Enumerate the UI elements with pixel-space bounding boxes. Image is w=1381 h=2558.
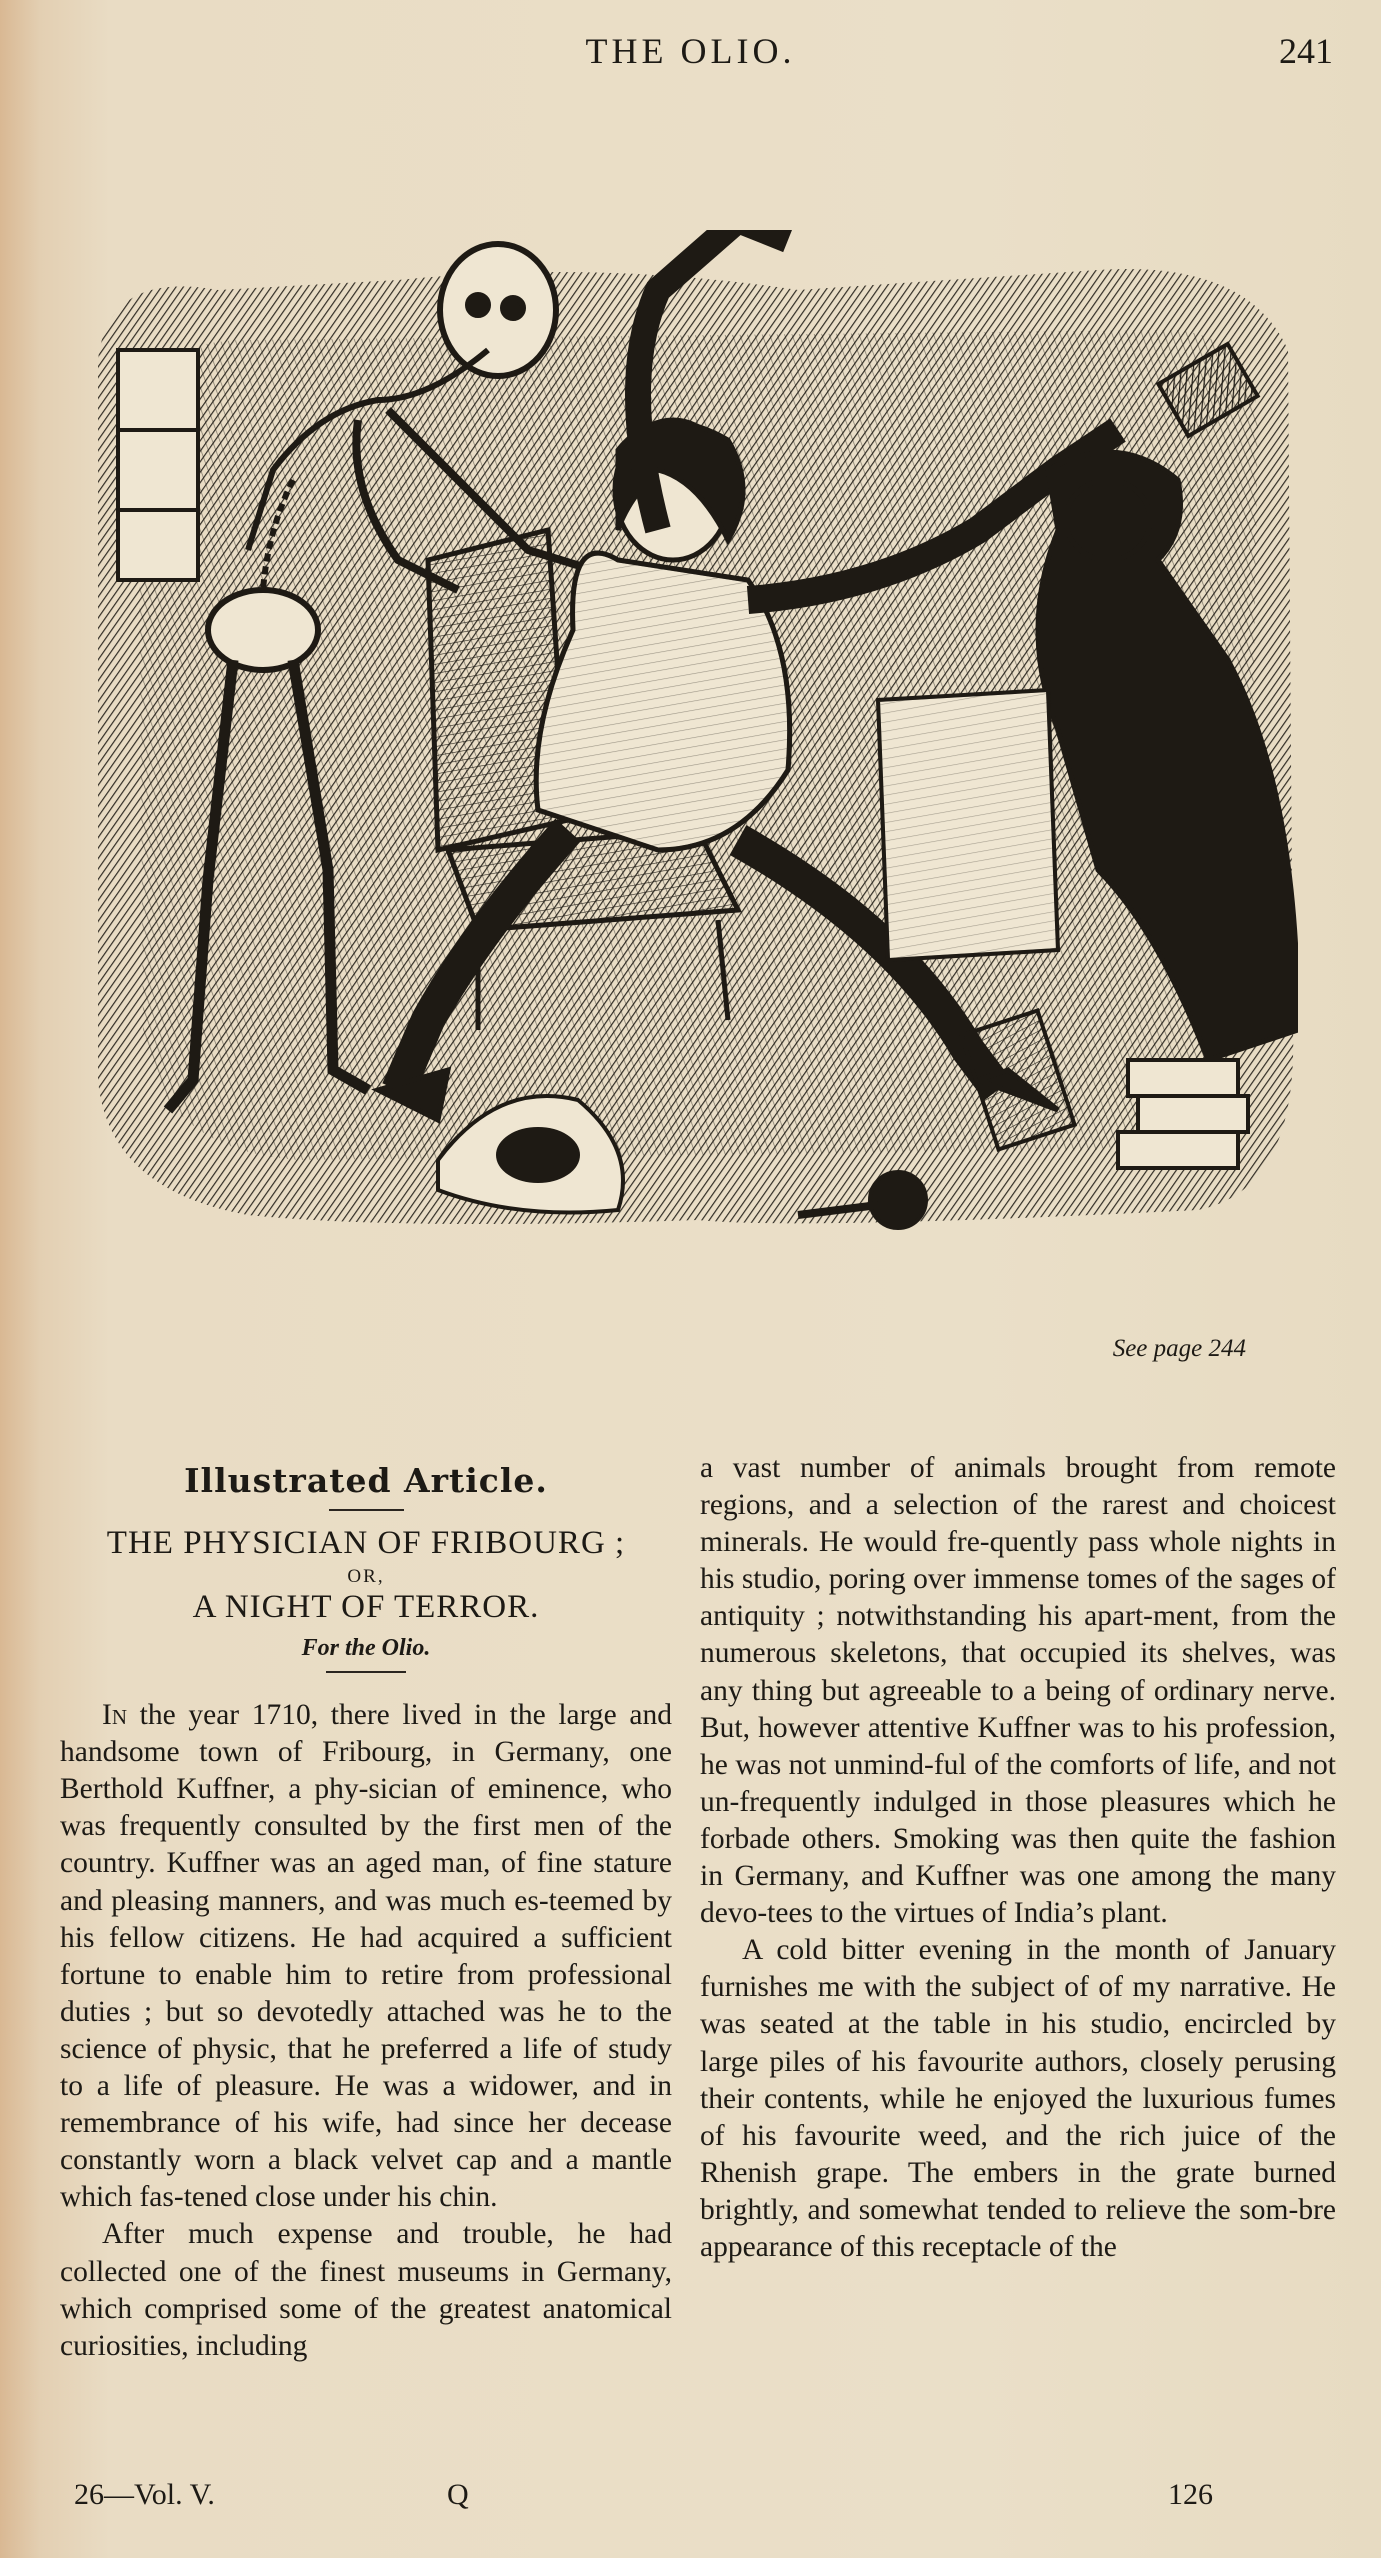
- paragraph-1: [60, 1697, 672, 2216]
- paragraph-2: After much expense and trouble, he had collected one of the finest museums in Germany, which comprised some of the greatest anatomical curiosities, including: [60, 2218, 672, 2362]
- running-title: THE OLIO.: [585, 31, 796, 71]
- paragraph-3: A cold bitter evening in the month of January furnishes me with the subject of of my narrative. He was seated at the table in his studio, encircled by large piles of his favourite authors, closely perusing their contents, while he enjoyed the luxurious fumes of his favourite weed, and the rich juice of the Rhenish grape. The embers in the grate burned brightly, and somewhat tended to relieve the som-bre appearance of this receptacle of the: [700, 1934, 1336, 2263]
- drop-lead: In: [102, 1699, 127, 1732]
- page-number: 241: [1279, 31, 1333, 71]
- article-title: THE PHYSICIAN OF FRIBOURG ;: [106, 1525, 626, 1562]
- paragraph-1-text: the year 1710, there lived in the large and handsome town of Fribourg, in Germany, one Berthold Kuffner, a phy-sician of eminence, who was frequently consulted by the first men of the country. Kuffner was an aged man, of fine stature and pleasing manners, and was much es-teemed by his fellow citizens. He had acquired a sufficient fortune to enable him to retire from professional duties ; but so devotedly attached was he to the science of physic, that he preferred a life of study to a life of pleasure. He was a widower, and in remembrance of his wife, had since her decease constantly worn a black velvet cap and a mantle which fas-tened close under his chin.: [60, 1699, 672, 2214]
- article-column-right: [700, 1450, 1336, 2266]
- article-kicker: Illustrated Article.: [184, 1461, 548, 1500]
- engraving-illustration: [98, 230, 1298, 1275]
- signature-letter: Q: [447, 2478, 469, 2511]
- illustration-caption: See page 244: [1112, 1335, 1246, 1362]
- divider-small: [326, 1671, 406, 1673]
- running-head: [0, 30, 1381, 80]
- divider: [329, 1509, 404, 1511]
- volume-signature: 26—Vol. V.: [74, 2478, 215, 2511]
- article-column-left: [60, 1450, 672, 2365]
- paragraph-2-continued: a vast number of animals brought from remote regions, and a selection of the rarest and choicest minerals. He would fre-quently pass whole nights in his studio, poring over immense tomes of the sages of antiquity ; notwithstanding his apart-ment, from the numerous skeletons, that occupied its shelves, was any thing but agreeable to a being of ordinary nerve. But, however attentive Kuffner was to his profession, he was not unmind-ful of the comforts of life, and not un-frequently indulged in those pleasures which he forbade others. Smoking was then quite the fashion in Germany, and Kuffner was one among the many devo-tees to the virtues of India’s plant.: [700, 1452, 1336, 1930]
- title-or: OR,: [347, 1566, 385, 1588]
- article-subtitle: A NIGHT OF TERROR.: [192, 1589, 540, 1626]
- byline: For the Olio.: [301, 1635, 431, 1662]
- folio-number: 126: [1168, 2478, 1213, 2511]
- page-footer: [0, 2478, 1381, 2526]
